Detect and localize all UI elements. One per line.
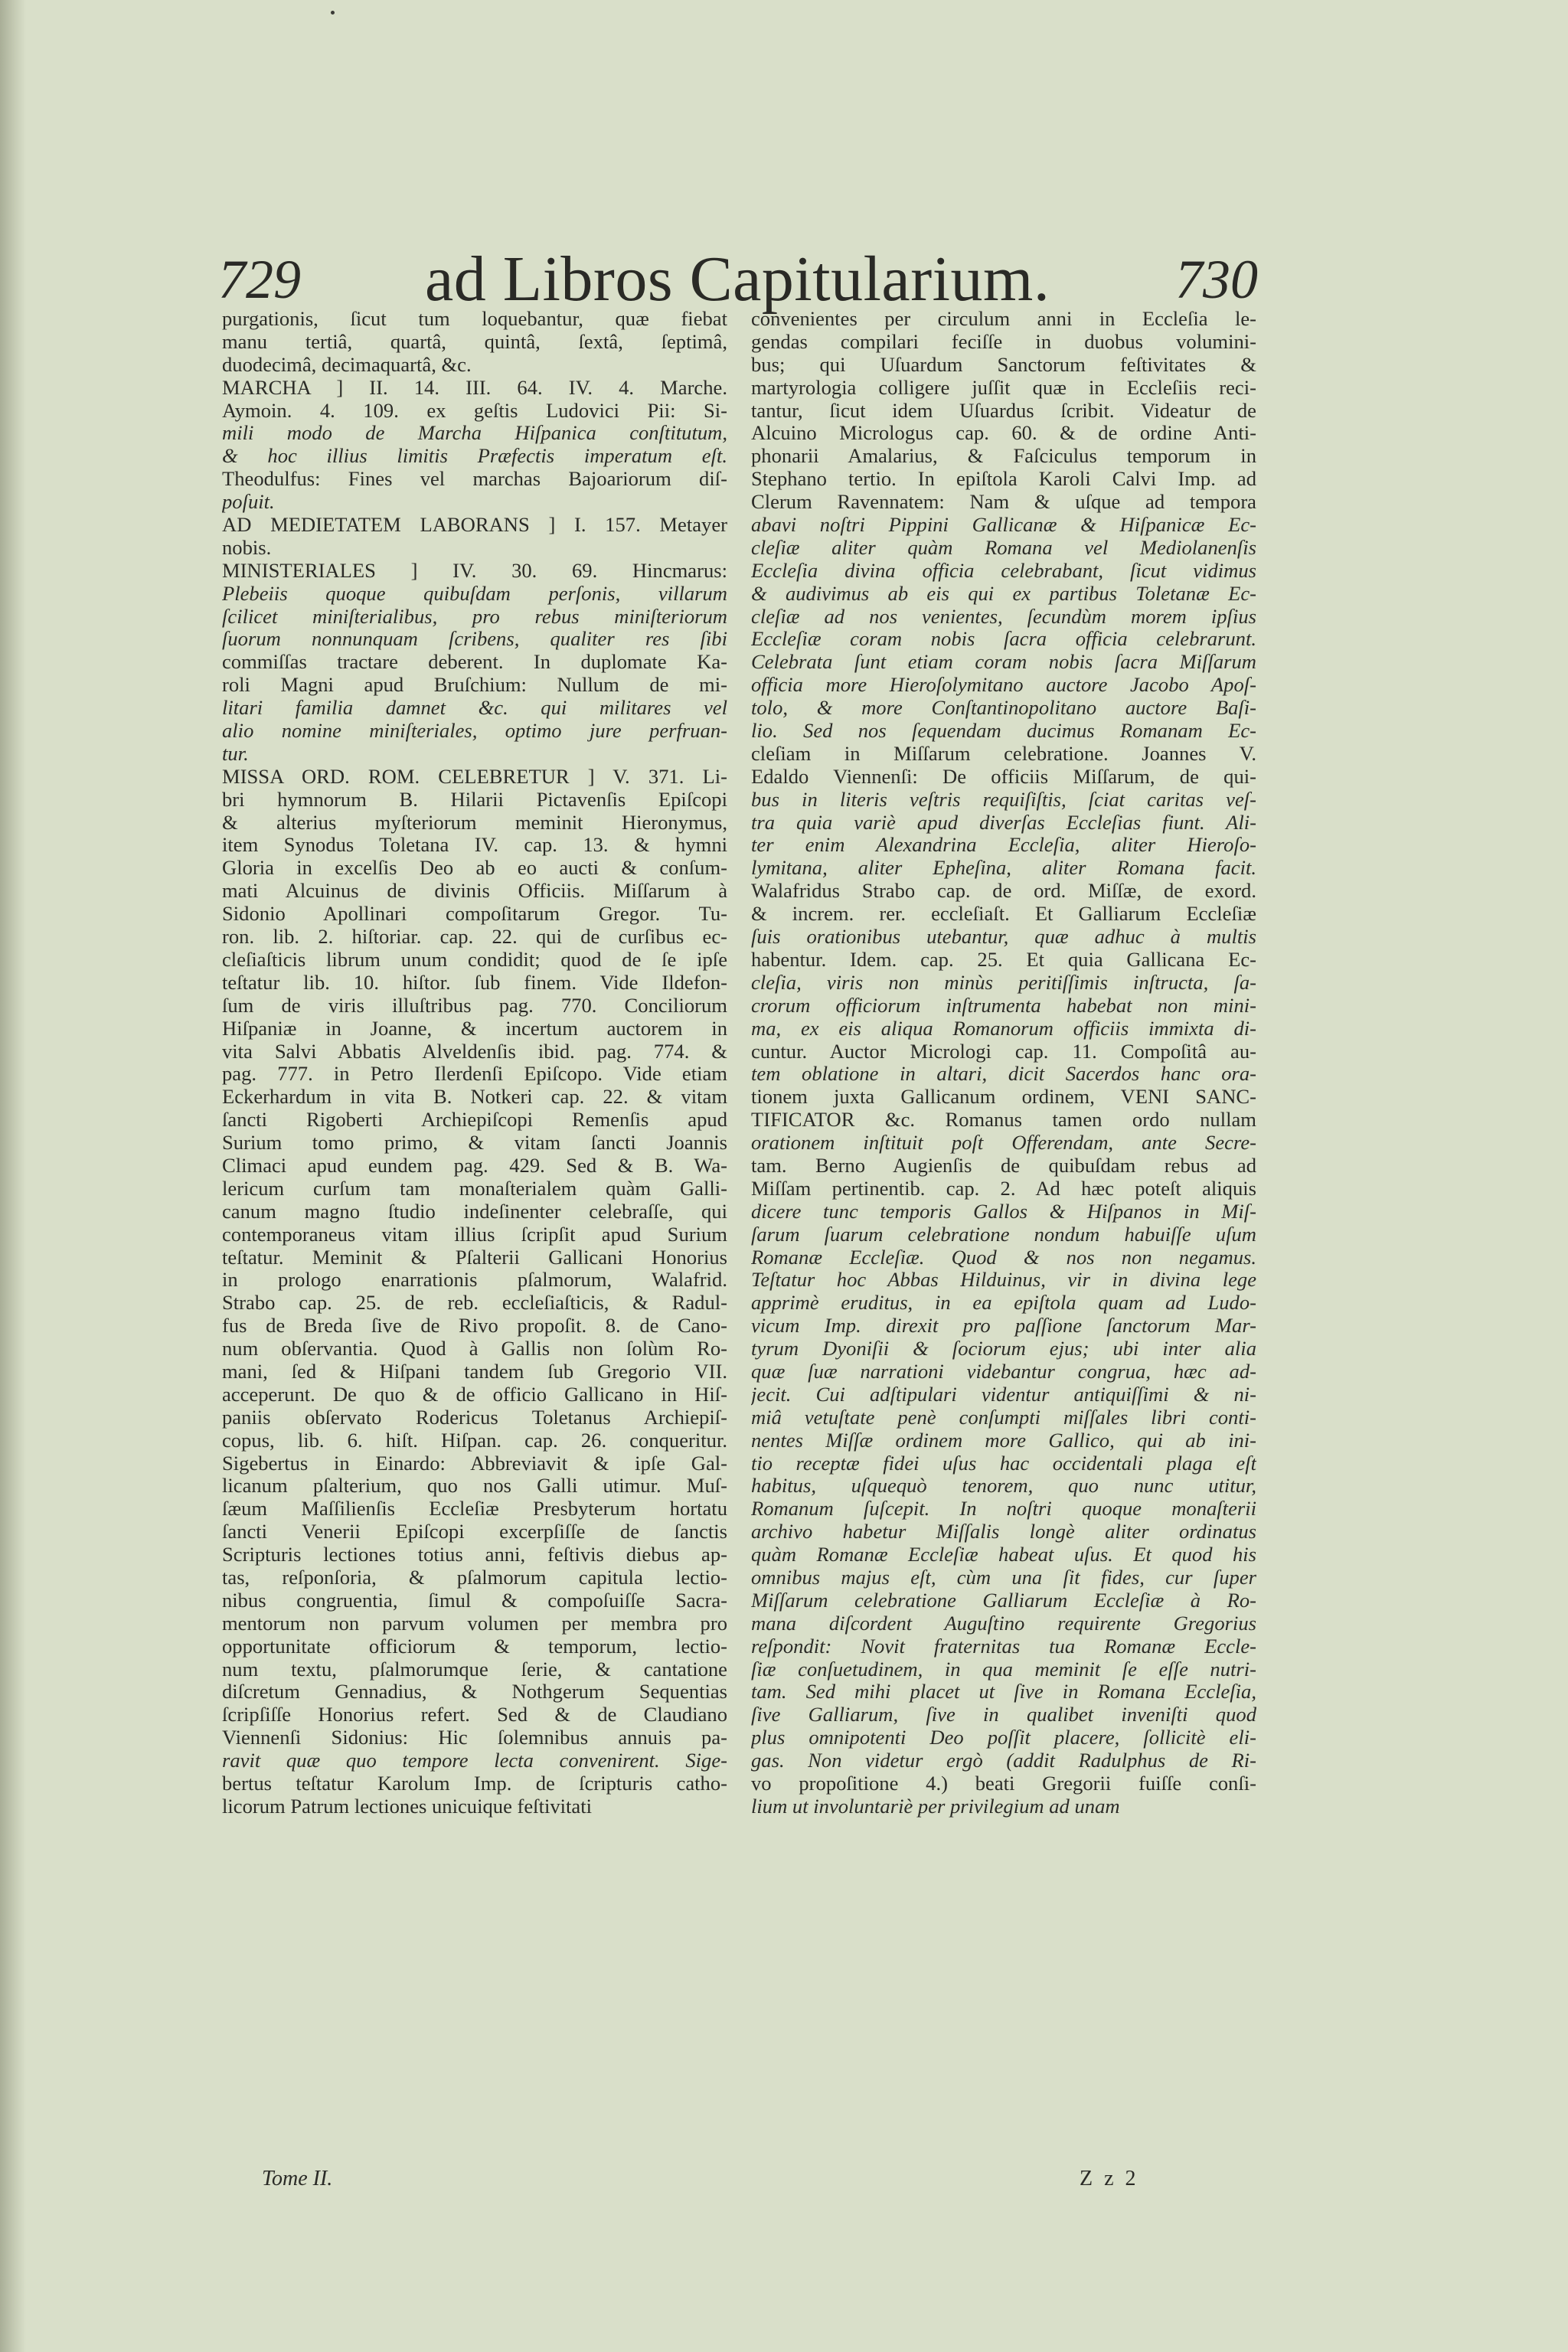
text-line: Edaldo Viennenſi: De officiis Miſſarum, de qui- [751, 765, 1256, 788]
text-line: Aymoin. 4. 109. ex geſtis Ludovici Pii: Si- [222, 399, 727, 422]
left-page-number: 729 [218, 249, 301, 310]
text-line: teſtatur. Meminit & Pſalterii Gallicani Honorius [222, 1246, 727, 1269]
text-line: lium ut involuntariè per privilegium ad unam [751, 1795, 1120, 1818]
text-line: tur. [222, 742, 249, 765]
text-line: omnibus majus eſt, cùm una ſit fides, cur ſuper [751, 1566, 1256, 1589]
text-line: Strabo cap. 25. de reb. eccleſiaſticis, & Radul- [222, 1292, 727, 1315]
text-line: mentorum non parvum volumen per membra pro [222, 1612, 727, 1635]
text-line: archivo habetur Miſſalis longè aliter ordinatus [751, 1521, 1256, 1544]
text-line: bus; qui Uſuardum Sanctorum feſtivitates & [751, 353, 1256, 376]
text-line: mana diſcordent Auguſtino requirente Gregorius [751, 1612, 1256, 1635]
text-line: & increm. rer. eccleſiaſt. Et Galliarum Eccleſiæ [751, 903, 1256, 926]
text-line: Alcuino Micrologus cap. 60. & de ordine Anti- [751, 422, 1256, 445]
text-line: cleſia, viris non minùs peritiſſimis inſtructa, ſa- [751, 971, 1256, 994]
text-line: roli Magni apud Bruſchium: Nullum de mi- [222, 674, 727, 697]
text-line: plus omnipotenti Deo poſſit placere, ſollicitè eli- [751, 1726, 1256, 1749]
text-line: ma, ex eis aliqua Romanorum officiis immixta di- [751, 1017, 1256, 1040]
text-line: gendas compilari feciſſe in duobus volumini- [751, 330, 1256, 353]
text-line: habentur. Idem. cap. 25. Et quia Gallicana Ec- [751, 948, 1256, 971]
text-line: paniis obſervato Rodericus Toletanus Archiepiſ- [222, 1406, 727, 1429]
text-line: Eckerhardum in vita B. Notkeri cap. 22. & vitam [222, 1086, 727, 1109]
running-title: ad Libros Capitularium. [425, 243, 1050, 315]
volume-label: Tome II. [262, 2167, 333, 2190]
text-line: canum magno ſtudio indeſinenter celebraſſe, qui [222, 1200, 727, 1223]
text-line: mani, ſed & Hiſpani tandem ſub Gregorio VII. [222, 1360, 727, 1383]
text-line: Scripturis lectiones totius anni, feſtivis diebus ap- [222, 1544, 727, 1566]
text-line: Plebeiis quoque quibuſdam perſonis, villarum [222, 582, 727, 605]
text-line: nibus congruentia, ſimul & compoſuiſſe Sacra- [222, 1589, 727, 1612]
text-line: manu tertiâ, quartâ, quintâ, ſextâ, ſeptimâ, [222, 330, 727, 353]
text-line: officia more Hieroſolymitano auctore Jacobo Apoſ- [751, 674, 1256, 697]
text-line: vita Salvi Abbatis Alveldenſis ibid. pag. 774. & [222, 1040, 727, 1063]
text-line: Eccleſia divina officia celebrabant, ſicut vidimus [751, 559, 1256, 582]
text-line: num textu, pſalmorumque ſerie, & cantatione [222, 1658, 727, 1681]
text-line: ſcilicet miniſterialibus, pro rebus miniſteriorum [222, 605, 727, 628]
text-line: Eccleſiæ coram nobis ſacra officia celebrarunt. [751, 628, 1256, 651]
text-line: gas. Non videtur ergò (addit Radulphus de Ri- [751, 1749, 1256, 1772]
text-line: & audivimus ab eis qui ex partibus Toletanæ Ec- [751, 582, 1256, 605]
text-line: Sidonio Apollinari compoſitarum Gregor. Tu- [222, 903, 727, 926]
text-line: cuntur. Auctor Micrologi cap. 11. Compoſitâ au- [751, 1040, 1256, 1063]
text-line: MISSA ORD. ROM. CELEBRETUR ] V. 371. Li- [222, 765, 727, 788]
text-line: AD MEDIETATEM LABORANS ] I. 157. Metayer [222, 514, 727, 537]
text-line: TIFICATOR &c. Romanus tamen ordo nullam [751, 1109, 1256, 1132]
text-line: Stephano tertio. In epiſtola Karoli Calvi Imp. ad [751, 468, 1256, 491]
text-line: Romanæ Eccleſiæ. Quod & nos non negamus. [751, 1246, 1256, 1269]
text-line: ſiæ conſuetudinem, in qua meminit ſe eſſe nutri- [751, 1658, 1256, 1681]
text-line: crorum officiorum inſtrumenta habebat non mini- [751, 994, 1256, 1017]
text-line: Viennenſi Sidonius: Hic ſolemnibus annuis pa- [222, 1726, 727, 1749]
text-line: purgationis, ſicut tum loquebantur, quæ fiebat [222, 308, 727, 330]
text-line: Teſtatur hoc Abbas Hilduinus, vir in divina lege [751, 1269, 1256, 1292]
text-line: tolo, & more Conſtantinopolitano auctore Baſi- [751, 697, 1256, 720]
text-line: tam. Berno Augienſis de quibuſdam rebus ad [751, 1154, 1256, 1177]
text-line: jecit. Cui adſtipulari videntur antiquiſſimi & ni- [751, 1383, 1256, 1406]
text-line: orationem inſtituit poſt Offerendam, ante Secre- [751, 1132, 1256, 1155]
text-line: tionem juxta Gallicanum ordinem, VENI SANC- [751, 1086, 1256, 1109]
text-line: in prologo enarrationis pſalmorum, Walafrid. [222, 1269, 727, 1292]
text-line: MARCHA ] II. 14. III. 64. IV. 4. Marche. [222, 376, 727, 399]
text-line: dicere tunc temporis Gallos & Hiſpanos in Miſ- [751, 1200, 1256, 1223]
text-line: ſancti Rigoberti Archiepiſcopi Remenſis apud [222, 1109, 727, 1132]
text-line: habitus, uſquequò tenorem, quo nunc utitur, [751, 1475, 1256, 1498]
text-line: ſancti Venerii Epiſcopi excerpſiſſe de ſanctis [222, 1521, 727, 1544]
text-line: tantur, ſicut idem Uſuardus ſcribit. Videatur de [751, 399, 1256, 422]
text-line: reſpondit: Novit fraternitas tua Romanæ Eccle- [751, 1635, 1256, 1658]
text-line: & hoc illius limitis Præfectis imperatum eſt. [222, 445, 727, 468]
text-line: ſarum ſuarum celebratione nondum habuiſſe uſum [751, 1223, 1256, 1246]
text-line: ſive Galliarum, ſive in qualibet inveniſti quod [751, 1704, 1256, 1726]
text-line: bri hymnorum B. Hilarii Pictavenſis Epiſcopi [222, 788, 727, 811]
text-line: convenientes per circulum anni in Eccleſia le- [751, 308, 1256, 330]
text-line: Romanum ſuſcepit. In noſtri quoque monaſterii [751, 1498, 1256, 1521]
text-line: bus in literis veſtris requiſiſtis, ſciat caritas veſ- [751, 788, 1256, 811]
text-line: tyrum Dyoniſii & ſociorum ejus; ubi inter alia [751, 1338, 1256, 1361]
text-line: pag. 777. in Petro Ilerdenſi Epiſcopo. Vide etiam [222, 1063, 727, 1086]
text-line: MINISTERIALES ] IV. 30. 69. Hincmarus: [222, 559, 727, 582]
text-line: bertus teſtatur Karolum Imp. de ſcripturis catho- [222, 1772, 727, 1795]
text-line: nobis. [222, 536, 272, 559]
text-line: Walafridus Strabo cap. de ord. Miſſæ, de exord. [751, 880, 1256, 903]
text-line: ſuis orationibus utebantur, quæ adhuc à multis [751, 926, 1256, 949]
signature-mark: Z z 2 [1080, 2167, 1139, 2190]
text-line: quàm Romanæ Eccleſiæ habeat uſus. Et quod his [751, 1544, 1256, 1566]
text-line: ſcripſiſſe Honorius refert. Sed & de Claudiano [222, 1704, 727, 1726]
text-line: lymitana, aliter Epheſina, aliter Romana facit. [751, 857, 1256, 880]
text-line: cleſiam in Miſſarum celebratione. Joannes V. [751, 742, 1256, 765]
text-line: ſæum Maſſilienſis Eccleſiæ Presbyterum hortatu [222, 1498, 727, 1521]
text-line: litari familia damnet &c. qui militares vel [222, 697, 727, 720]
text-line: alio nomine miniſteriales, optimo jure perfruan- [222, 720, 727, 743]
text-line: ter enim Alexandrina Eccleſia, aliter Hieroſo- [751, 834, 1256, 857]
left-text-column [222, 308, 727, 1818]
text-line: poſuit. [222, 491, 275, 514]
text-line: & alterius myſteriorum meminit Hieronymus, [222, 811, 727, 834]
text-line: cleſiæ ad nos venientes, ſecundùm morem ipſius [751, 605, 1256, 628]
text-line: Celebrata ſunt etiam coram nobis ſacra Miſſarum [751, 651, 1256, 674]
right-page-number: 730 [1175, 249, 1258, 310]
text-line: diſcretum Gennadius, & Nothgerum Sequentias [222, 1681, 727, 1704]
text-line: mili modo de Marcha Hiſpanica conſtitutum, [222, 422, 727, 445]
text-line: cleſiæ aliter quàm Romana vel Mediolanenſis [751, 536, 1256, 559]
text-line: ravit quæ quo tempore lecta convenirent. Sige- [222, 1749, 727, 1772]
text-line: lio. Sed nos ſequendam ducimus Romanam Ec- [751, 720, 1256, 743]
text-line: mati Alcuinus de divinis Officiis. Miſſarum à [222, 880, 727, 903]
text-line: apprimè eruditus, in ea epiſtola quam ad Ludo- [751, 1292, 1256, 1315]
text-line: Hiſpaniæ in Joanne, & incertum auctorem in [222, 1017, 727, 1040]
text-line: tas, reſponſoria, & pſalmorum capitula lectio- [222, 1566, 727, 1589]
text-line: teſtatur lib. 10. hiſtor. ſub finem. Vide Ildefon- [222, 971, 727, 994]
text-line: copus, lib. 6. hiſt. Hiſpan. cap. 26. conqueritur. [222, 1429, 727, 1452]
text-line: phonarii Amalarius, & Faſciculus temporum in [751, 445, 1256, 468]
text-line: lericum curſum tam monaſterialem quàm Galli- [222, 1177, 727, 1200]
text-line: vo propoſitione 4.) beati Gregorii fuiſſe conſi- [751, 1772, 1256, 1795]
text-line: licanum pſalterium, quo nos Galli utimur. Muſ- [222, 1475, 727, 1498]
text-line: Clerum Ravennatem: Nam & uſque ad tempora [751, 491, 1256, 514]
text-line: licorum Patrum lectiones unicuique feſtivitati [222, 1795, 592, 1818]
text-line: Surium tomo primo, & vitam ſancti Joannis [222, 1132, 727, 1155]
text-line: vicum Imp. direxit pro paſſione ſanctorum Mar- [751, 1315, 1256, 1338]
text-line: Gloria in excelſis Deo ab eo aucti & conſum- [222, 857, 727, 880]
text-line: item Synodus Toletana IV. cap. 13. & hymni [222, 834, 727, 857]
text-line: quæ ſuæ narrationi videbantur congrua, hæc ad- [751, 1360, 1256, 1383]
text-line: ſuorum nonnunquam ſcribens, qualiter res ſibi [222, 628, 727, 651]
text-line: ſum de viris illuſtribus pag. 770. Conciliorum [222, 994, 727, 1017]
text-line: acceperunt. De quo & de officio Gallicano in Hiſ- [222, 1383, 727, 1406]
text-line: commiſſas tractare deberent. In duplomate Ka- [222, 651, 727, 674]
text-line: contemporaneus vitam illius ſcripſit apud Surium [222, 1223, 727, 1246]
text-line: fus de Breda ſive de Rivo propoſit. 8. de Cano- [222, 1315, 727, 1338]
text-line: tam. Sed mihi placet ut ſive in Romana Eccleſia, [751, 1681, 1256, 1704]
text-line: martyrologia colligere juſſit quæ in Eccleſiis reci- [751, 376, 1256, 399]
text-line: duodecimâ, decimaquartâ, &c. [222, 353, 472, 376]
text-line: tra quia variè apud diverſas Eccleſias fiunt. Ali- [751, 811, 1256, 834]
text-line: num obſervantia. Quod à Gallis non ſolùm Ro- [222, 1338, 727, 1361]
text-line: miâ vetuſtate penè conſumpti miſſales libri conti- [751, 1406, 1256, 1429]
text-line: tem oblatione in altari, dicit Sacerdos hanc ora- [751, 1063, 1256, 1086]
text-line: opportunitate officiorum & temporum, lectio- [222, 1635, 727, 1658]
text-line: nentes Miſſæ ordinem more Gallico, qui ab ini- [751, 1429, 1256, 1452]
text-line: Miſſarum celebratione Galliarum Eccleſiæ à Ro- [751, 1589, 1256, 1612]
text-line: abavi noſtri Pippini Gallicanæ & Hiſpanicæ Ec- [751, 514, 1256, 537]
text-line: Sigebertus in Einardo: Abbreviavit & ipſe Gal- [222, 1452, 727, 1475]
text-line: tio receptæ fidei uſus hac occidentali plaga eſt [751, 1452, 1256, 1475]
text-line: Theodulfus: Fines vel marchas Bajoariorum diſ- [222, 468, 727, 491]
right-text-column [751, 308, 1256, 1818]
text-line: ron. lib. 2. hiſtoriar. cap. 22. qui de curſibus ec- [222, 926, 727, 949]
text-line: Miſſam pertinentib. cap. 2. Ad hæc poteſt aliquis [751, 1177, 1256, 1200]
text-line: Climaci apud eundem pag. 429. Sed & B. Wa- [222, 1154, 727, 1177]
text-line: cleſiaſticis librum unum condidit; quod de ſe ipſe [222, 948, 727, 971]
